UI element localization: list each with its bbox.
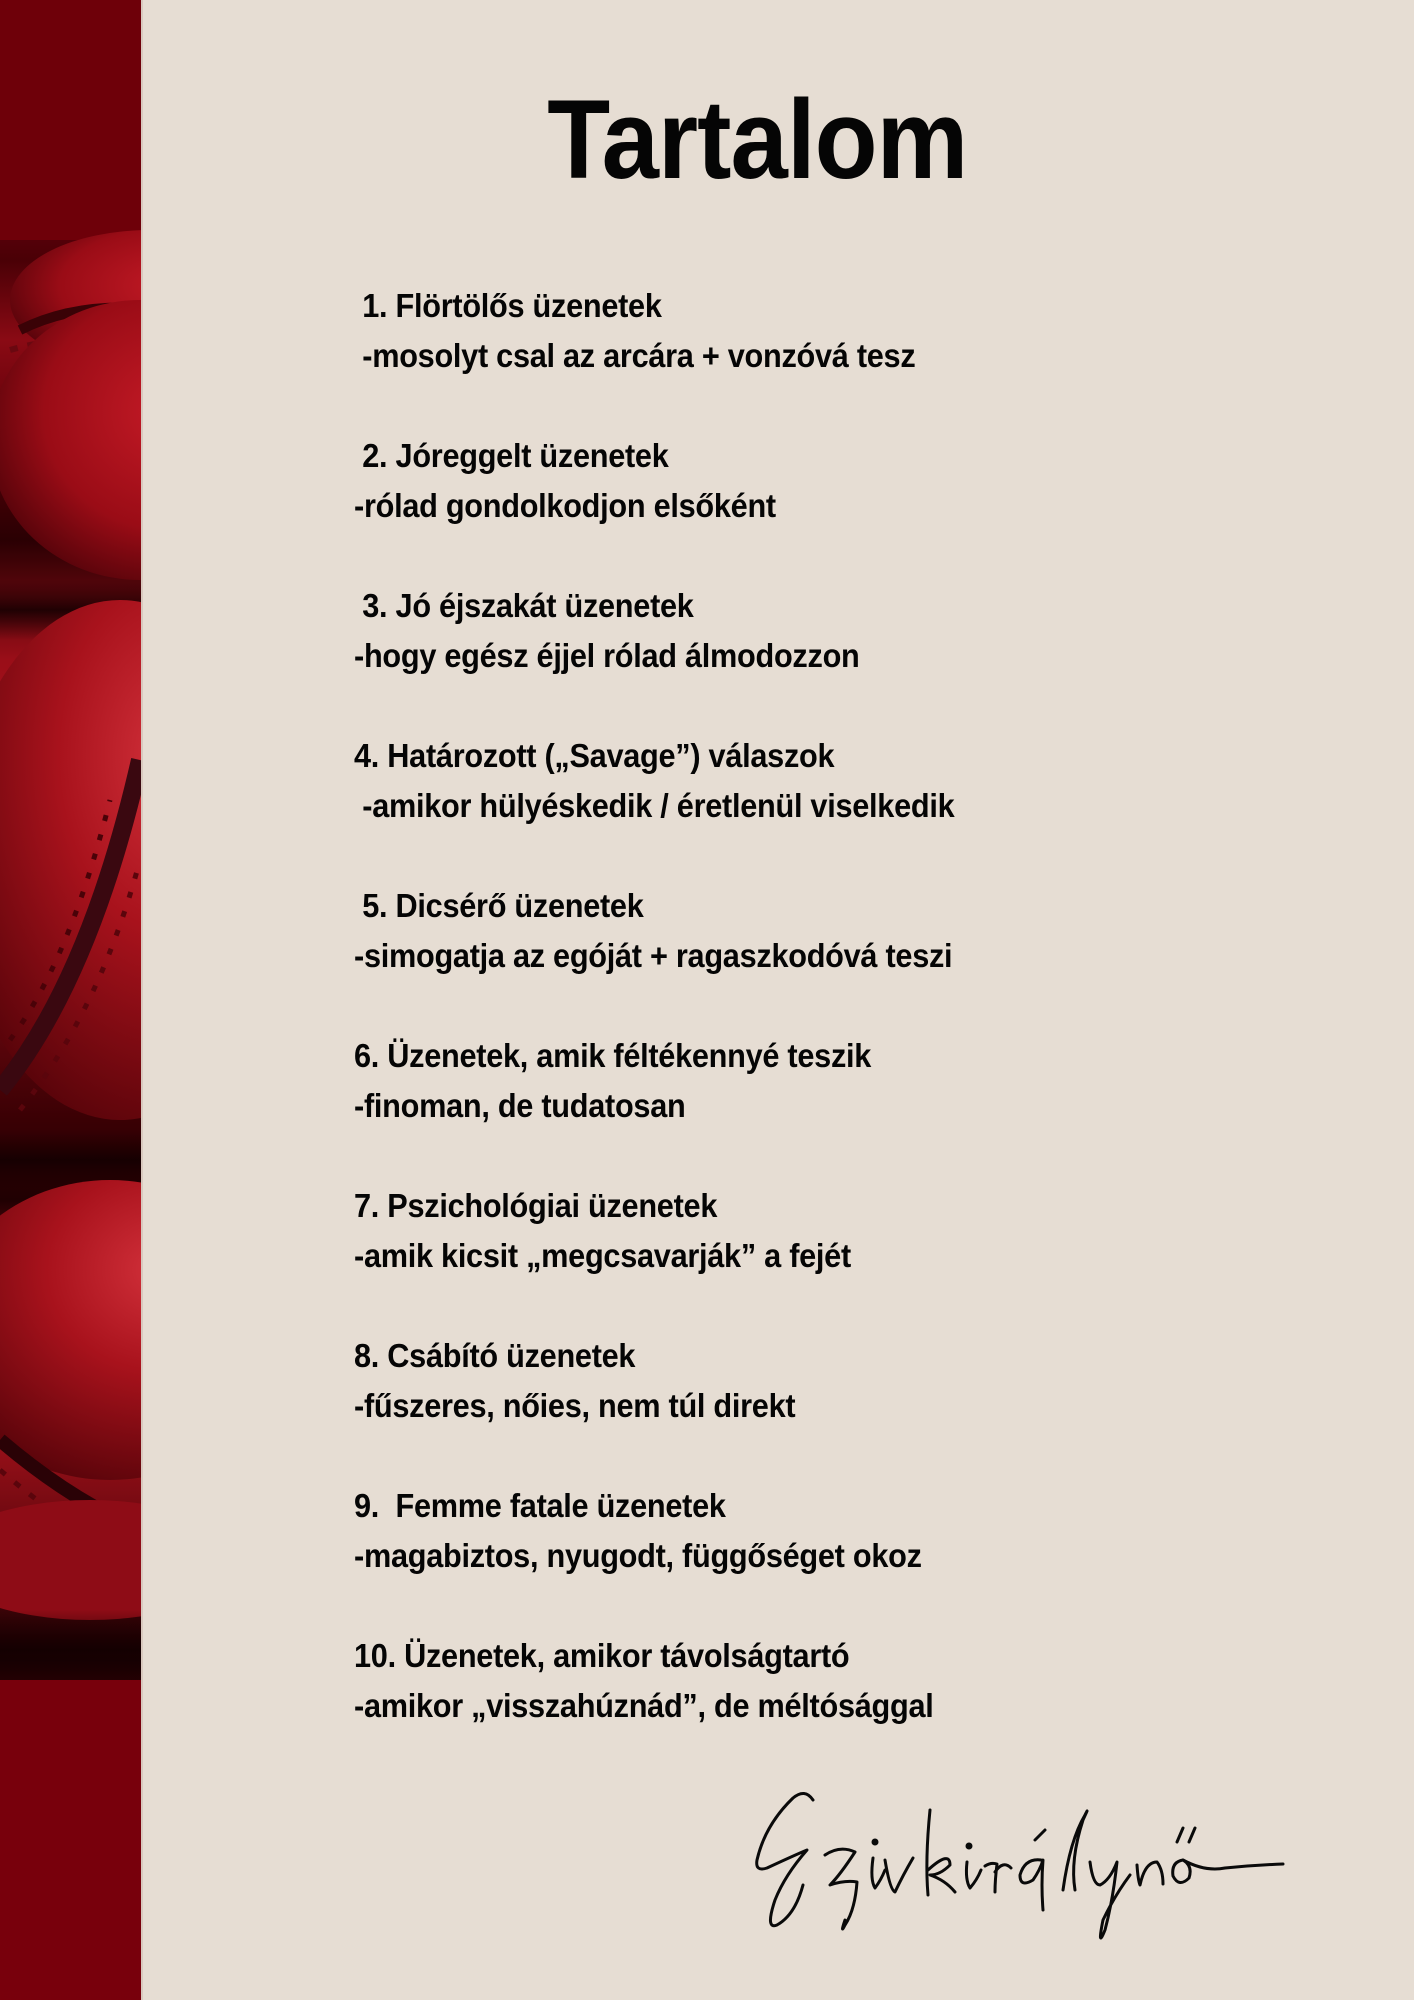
toc-item-title: 10. Üzenetek, amikor távolságtartó bbox=[354, 1637, 850, 1674]
toc-item-title: 4. Határozott („Savage”) válaszok bbox=[354, 737, 835, 774]
toc-item-subtitle: -amik kicsit „megcsavarják” a fejét bbox=[354, 1237, 851, 1274]
toc-item-subtitle: -hogy egész éjjel rólad álmodozzon bbox=[354, 637, 860, 674]
toc-item-5 bbox=[354, 881, 1254, 981]
toc-item-title: 5. Dicsérő üzenetek bbox=[354, 887, 644, 924]
toc-item-title: 2. Jóreggelt üzenetek bbox=[354, 437, 669, 474]
strip-divider bbox=[141, 0, 143, 2000]
toc-item-10 bbox=[354, 1631, 1254, 1731]
toc-item-7 bbox=[354, 1181, 1254, 1281]
toc-item-4 bbox=[354, 731, 1254, 831]
toc-item-subtitle: -simogatja az egóját + ragaszkodóvá teszi bbox=[354, 937, 953, 974]
signature-handwriting-icon bbox=[745, 1780, 1325, 1950]
toc-item-subtitle: -mosolyt csal az arcára + vonzóvá tesz bbox=[354, 337, 916, 374]
toc-item-title: 9. Femme fatale üzenetek bbox=[354, 1487, 726, 1524]
macaron-illustration bbox=[0, 0, 141, 2000]
toc-item-subtitle: -magabiztos, nyugodt, függőséget okoz bbox=[354, 1537, 922, 1574]
toc-item-subtitle: -finoman, de tudatosan bbox=[354, 1087, 686, 1124]
toc-item-title: 7. Pszichológiai üzenetek bbox=[354, 1187, 718, 1224]
page-title: Tartalom bbox=[547, 77, 968, 202]
toc-item-title: 6. Üzenetek, amik féltékennyé teszik bbox=[354, 1037, 872, 1074]
signature bbox=[745, 1780, 1325, 1950]
toc-item-1 bbox=[354, 281, 1254, 381]
toc-item-title: 1. Flörtölős üzenetek bbox=[354, 287, 662, 324]
toc-item-title: 8. Csábító üzenetek bbox=[354, 1337, 636, 1374]
toc-item-9 bbox=[354, 1481, 1254, 1581]
toc-item-3 bbox=[354, 581, 1254, 681]
toc-item-subtitle: -amikor hülyéskedik / éretlenül viselkedik bbox=[354, 787, 955, 824]
toc-item-2 bbox=[354, 431, 1254, 531]
toc-item-title: 3. Jó éjszakát üzenetek bbox=[354, 587, 694, 624]
toc-item-subtitle: -fűszeres, nőies, nem túl direkt bbox=[354, 1387, 796, 1424]
toc-item-subtitle: -amikor „visszahúznád”, de méltósággal bbox=[354, 1687, 934, 1724]
toc-item-6 bbox=[354, 1031, 1254, 1131]
toc-item-subtitle: -rólad gondolkodjon elsőként bbox=[354, 487, 776, 524]
toc-item-8 bbox=[354, 1331, 1254, 1431]
table-of-contents bbox=[354, 281, 1254, 1781]
macaron-photo-strip bbox=[0, 0, 141, 2000]
